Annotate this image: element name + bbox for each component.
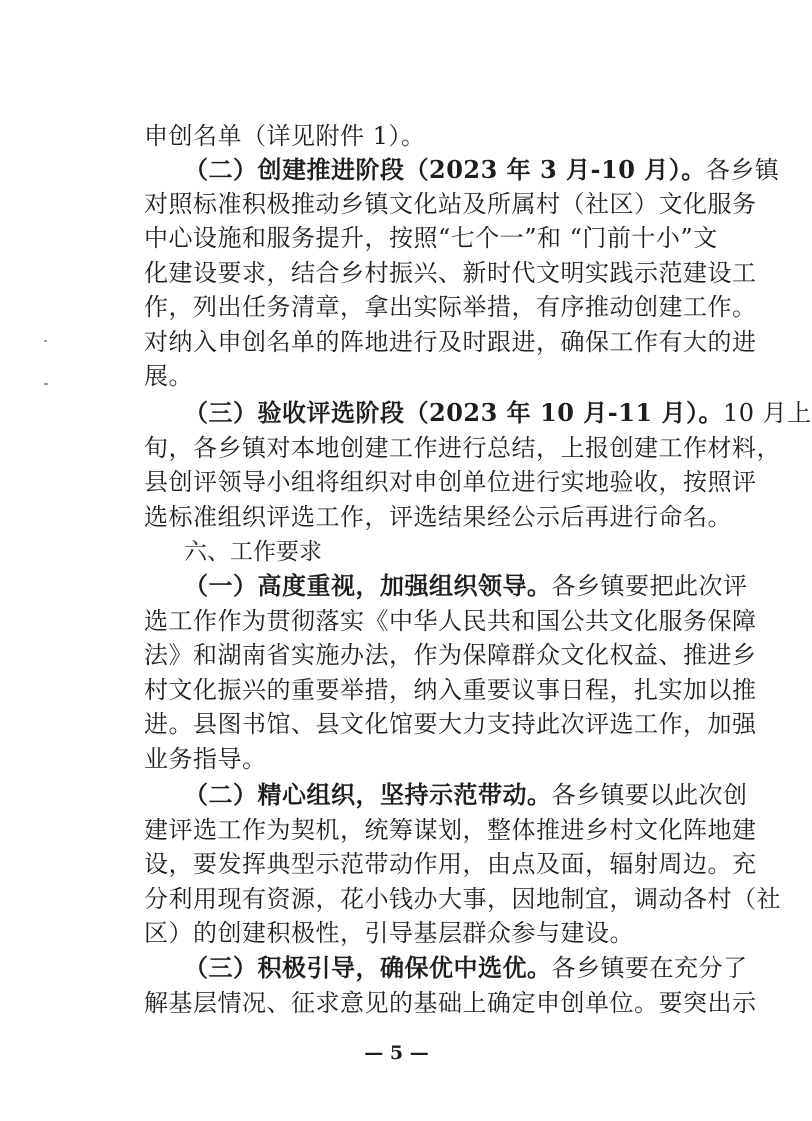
text-line: 中心设施和服务提升，按照“七个一”和 “门前十小”文 [144, 224, 718, 252]
text-line: 选工作作为贯彻落实《中华人民共和国公共文化服务保障 [144, 607, 757, 635]
text-line: 作，列出任务清章，拿出实际举措，有序推动创建工作。 [144, 293, 757, 321]
text-line: 建评选工作为契机，统筹谋划，整体推进乡村文化阵地建 [144, 816, 757, 844]
paragraph-lead: （三）积极引导，确保优中选优。 [184, 953, 552, 982]
text-line: 旬，各乡镇对本地创建工作进行总结，上报创建工作材料， [144, 434, 781, 462]
text-line: 区）的创建积极性，引导基层群众参与建设。 [144, 919, 634, 947]
paragraph-lead: （二）创建推进阶段（2023 年 3 月-10 月）。 [184, 155, 706, 184]
text-line: 村文化振兴的重要举措，纳入重要议事日程，扎实加以推 [144, 676, 757, 704]
paragraph-lead: （三）验收评选阶段（2023 年 10 月-11 月）。 [184, 398, 723, 427]
paragraph-first-line: （三）验收评选阶段（2023 年 10 月-11 月）。10 月上 [184, 398, 812, 427]
text-line: 化建设要求，结合乡村振兴、新时代文明实践示范建设工 [144, 259, 757, 287]
text-line: 对照标准积极推动乡镇文化站及所属村（社区）文化服务 [144, 190, 757, 218]
text-line: 选标准组织评选工作，评选结果经公示后再进行命名。 [144, 503, 732, 531]
text-line: 解基层情况、征求意见的基础上确定申创单位。要突出示 [144, 989, 757, 1017]
text-line: 展。 [144, 362, 193, 390]
paragraph-lead: （一）高度重视，加强组织领导。 [184, 571, 552, 600]
paragraph-lead: （二）精心组织，坚持示范带动。 [184, 780, 552, 809]
scan-speck [44, 383, 48, 385]
paragraph-first-line: （一）高度重视，加强组织领导。各乡镇要把此次评 [184, 571, 748, 600]
paragraph-first-line: （二）创建推进阶段（2023 年 3 月-10 月）。各乡镇 [184, 155, 780, 184]
paragraph-first-line: （三）积极引导，确保优中选优。各乡镇要在充分了 [184, 953, 748, 982]
text-line: 县创评领导小组将组织对申创单位进行实地验收，按照评 [144, 468, 757, 496]
scan-speck [44, 340, 47, 342]
text-line: 分利用现有资源，花小钱办大事，因地制宜，调动各村（社 [144, 885, 781, 913]
text-line: 申创名单（详见附件 1）。 [144, 122, 426, 150]
text-line: 对纳入申创名单的阵地进行及时跟进，确保工作有大的进 [144, 328, 757, 356]
text-line: 业务指导。 [144, 745, 267, 773]
text-line: 进。县图书馆、县文化馆要大力支持此次评选工作，加强 [144, 710, 757, 738]
text-line: 法》和湖南省实施办法，作为保障群众文化权益、推进乡 [144, 641, 757, 669]
section-heading: 六、工作要求 [184, 539, 322, 565]
page-number: — 5 — [364, 1042, 429, 1064]
paragraph-first-line: （二）精心组织，坚持示范带动。各乡镇要以此次创 [184, 780, 748, 809]
text-line: 设，要发挥典型示范带动作用，由点及面，辐射周边。充 [144, 850, 757, 878]
